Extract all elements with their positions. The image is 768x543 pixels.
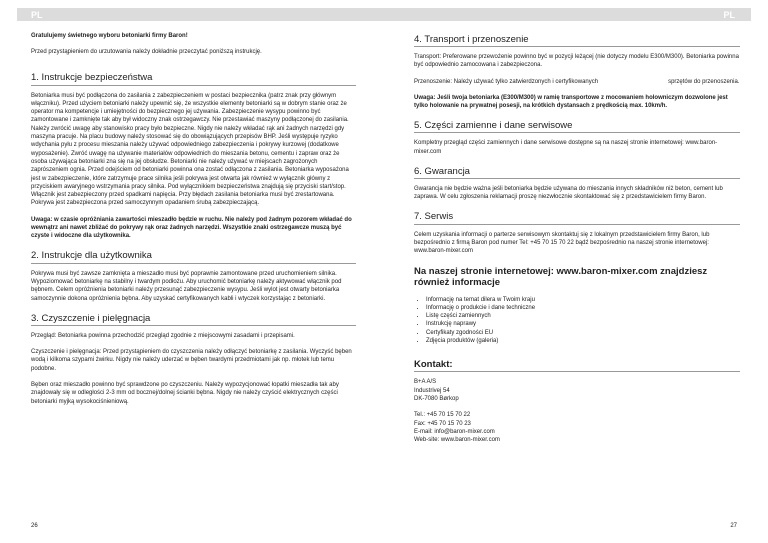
greeting: Gratulujemy świetnego wyboru betoniarki firmy Baron! xyxy=(31,33,188,39)
page-number: 26 xyxy=(31,523,38,529)
section-service xyxy=(414,210,740,256)
list-item: • Informację o produkcie i dane techniczne xyxy=(426,304,740,312)
section-user-instructions xyxy=(31,249,356,303)
section-text: Transport: Preferowane przewożenie powinno być w pozycji leżącej (nie dotyczy modelu E300/M300). Betoniarka powinna być odpowiednio zamocowana i zabezpieczona. xyxy=(414,54,739,69)
section-title: 1. Instrukcje bezpieczeństwa xyxy=(31,72,153,84)
right-page xyxy=(384,0,768,543)
warning-text: Uwaga: Jeśli twoja betoniarka (E300/M300) w ramię transportowe z mocowaniem holowniczym dozwolone jest tylko holowanie na prywatnej posesji, na krótkich dystansach z prędkością max. 10km/h. xyxy=(414,94,728,110)
section-text: Czyszczenie i pielęgnacja: Przed przystąpieniem do czyszczenia należy odłączyć betoniarkę z zasilania. Wyczyść bęben wodą i kilkoma szypami żwirku. Nigdy nie należy uderzać w bęben twardymi przedmiotami jak np. młotek lub temu podobne. xyxy=(31,349,352,372)
section-title: 4. Transport i przenoszenie xyxy=(414,33,529,45)
section-cleaning xyxy=(31,311,356,406)
header-bar xyxy=(17,8,384,21)
section-title: 5. Części zamienne i dane serwisowe xyxy=(414,120,573,132)
left-content xyxy=(31,32,356,414)
language-label: PL xyxy=(31,10,43,20)
section-text: Pokrywa musi być zawsze zamknięta a mieszadło musi być poprawnie zamontowane przed uruchomieniem silnika. Wypoziomować betoniarkę na stabilny i twardym podłożu. Aby uruchomić betoniarkę należy aktywować włącznik pod bębnem. Celem opróżnienia betoniarki należy przesunąć zabezpieczenie wysypu. Jeśli wylot jest otwarty betoniarka samoczynnie dokona opróżnienia bębna. Aby uzyskać certyfikowanych kabli i wtyczek korzystając z betoniarki. xyxy=(31,270,342,302)
list-item: • Informację na temat dilera w Twoim kraju xyxy=(426,296,740,304)
language-label: PL xyxy=(723,10,735,20)
section-text: Przenoszenie: Należy używać tylko zatwierdzonych i certyfikowanych sprzętów do przenoszenia. xyxy=(414,78,740,85)
list-item: • Certyfikaty zgodności EU xyxy=(426,329,740,337)
warning-text: Uwaga: w czasie opróżniania zawartości mieszadło będzie w ruchu. Nie należy pod żadnym pozorem wkładać do wewnątrz ani nawet zbliżać do pokrywy rąk oraz żadnych narzędzi. Wszystkie znaki ostrzegawcze muszą być czyste i widoczne dla użytkownika. xyxy=(31,216,352,240)
section-safety xyxy=(31,71,356,241)
header-bar xyxy=(384,8,751,21)
list-item: • Zdjęcia produktów (galeria) xyxy=(426,337,740,345)
section-text: Kompletny przegląd części zamiennych i dane serwisowe dostępne są na naszej stronie internetowej: www.baron-mixer.com xyxy=(414,140,718,155)
website-heading: Na naszej stronie internetowej: www.baron-mixer.com znajdziesz również informacje xyxy=(414,265,708,288)
intro-text: Przed przystąpieniem do urzutowania należy dokładnie przeczytać poniższą instrukcję. xyxy=(31,49,262,56)
section-contact xyxy=(414,357,740,444)
list-item: • Instrukcję naprawy xyxy=(426,320,740,328)
address-block: B+A A/S Industrivej 54 DK-7080 Børkop xyxy=(414,379,459,402)
contact-block: Tel.: +45 70 15 70 22 Fax: +45 70 15 70 23 E-mail: info@baron-mixer.com Web-site: www.baron-mixer.com xyxy=(414,412,500,444)
list-item: • Listę części zamiennych xyxy=(426,312,740,320)
section-transport xyxy=(414,32,740,110)
section-title: 3. Czyszczenie i pielęgnacja xyxy=(31,312,151,324)
section-title: 2. Instrukcje dla użytkownika xyxy=(31,250,152,262)
section-text: Bęben oraz mieszadło powinno być sprawdzone po czyszczeniu. Należy wypozycjonować łopatki mieszadła tak aby znajdowały się w odległości 2-3 mm od bocznej/dolnej ścianki bębna. Nigdy nie należy czyścić elektrycznych części betoniarki myjką wysokociśnieniową. xyxy=(31,382,339,405)
section-text: Celem uzyskania informacji o parterze serwisowym skontaktuj się z lokalnym przedstawicielem firmy Baron, lub bezpośrednio z firmą Baron pod numer Tel: +45 70 15 70 22 bądź bezpośrednio na naszej stronie internetowej: www.baron-mixer.com xyxy=(414,231,710,255)
section-text: Przegląd: Betoniarka powinna przechodzić przegląd zgodnie z miejscowymi zasadami i przepisami. xyxy=(31,332,295,339)
section-title: 7. Serwis xyxy=(414,211,454,223)
info-list xyxy=(414,296,740,346)
page-number: 27 xyxy=(730,523,737,529)
right-content xyxy=(414,32,740,452)
section-spare-parts xyxy=(414,118,740,156)
section-text: Gwarancja nie będzie ważna jeśli betoniarka będzie używana do mieszania innych składników niż beton, cement lub zaprawa. W celu zgłoszenia reklamacji proszę niezwłocznie skontaktować się z przedstawicielem firmy Baron. xyxy=(414,186,723,201)
section-warranty xyxy=(414,164,740,202)
section-text: Betoniarka musi być podłączona do zasilania z zabezpieczeniem w postaci bezpiecznika (patrz znak przy głównym włączniku). Przed użyciem betoniarki należy upewnić się, że wszystkie elementy betoniarki są w dobrym stanie oraz że operator ma kompetencje i umiejętności do bezpiecznego jej używania. Zabezpieczenie wysypu powinno być zamontowane i zamknięte tak aby był widoczny znak ostrzegawczy. Nie przestawiać maszyny podłączonej do zasilania. Należy zwrócić uwagę aby stanowisko pracy było bezpieczne. Nigdy nie należy wkładać rąk ani żadnych narzędzi gdy maszyna pracuje. Na placu budowy należy stosować się do obowiązujących przepisów BHP. Jeśli występuje ryzyko wdychania pyłu z procesu mieszania należy używać odpowiedniego zabezpieczenia i pokrywy kurzowej (dodatkowe wyposażenie). Zwróć uwagę na używanie materiałów odpowiednich do mieszania betonu, cementu i zapraw oraz że osoba używająca betoniarki zna się na jej obsłudze. Betoniarki nie należy używać w miejscach zagrożonych zaprószeniem ognia. Przed odejściem od betoniarki powinna ona zostać odłączona z zasilania. Betoniarka wyposażona jest w zabezpieczenie, które zatrzymuje prace silnika jeśli pokrywa jest otwarta jak również w wyłącznik główny z przyciskiem awaryjnego wstrzymania pracy silnika. Pod wyłącznikiem bezpieczeństwa znajdują się przyciski start/stop. Włącznik jest zabezpieczony przed spadkami napięcia. Przy błędach zasilania betoniarka musi być zrestartowana. Pokrywa jest zabezpieczona przed samoczynnym opadaniem śrubą zabezpieczającą. xyxy=(31,92,349,207)
section-title: Kontakt: xyxy=(414,359,453,371)
section-title: 6. Gwarancja xyxy=(414,165,470,177)
